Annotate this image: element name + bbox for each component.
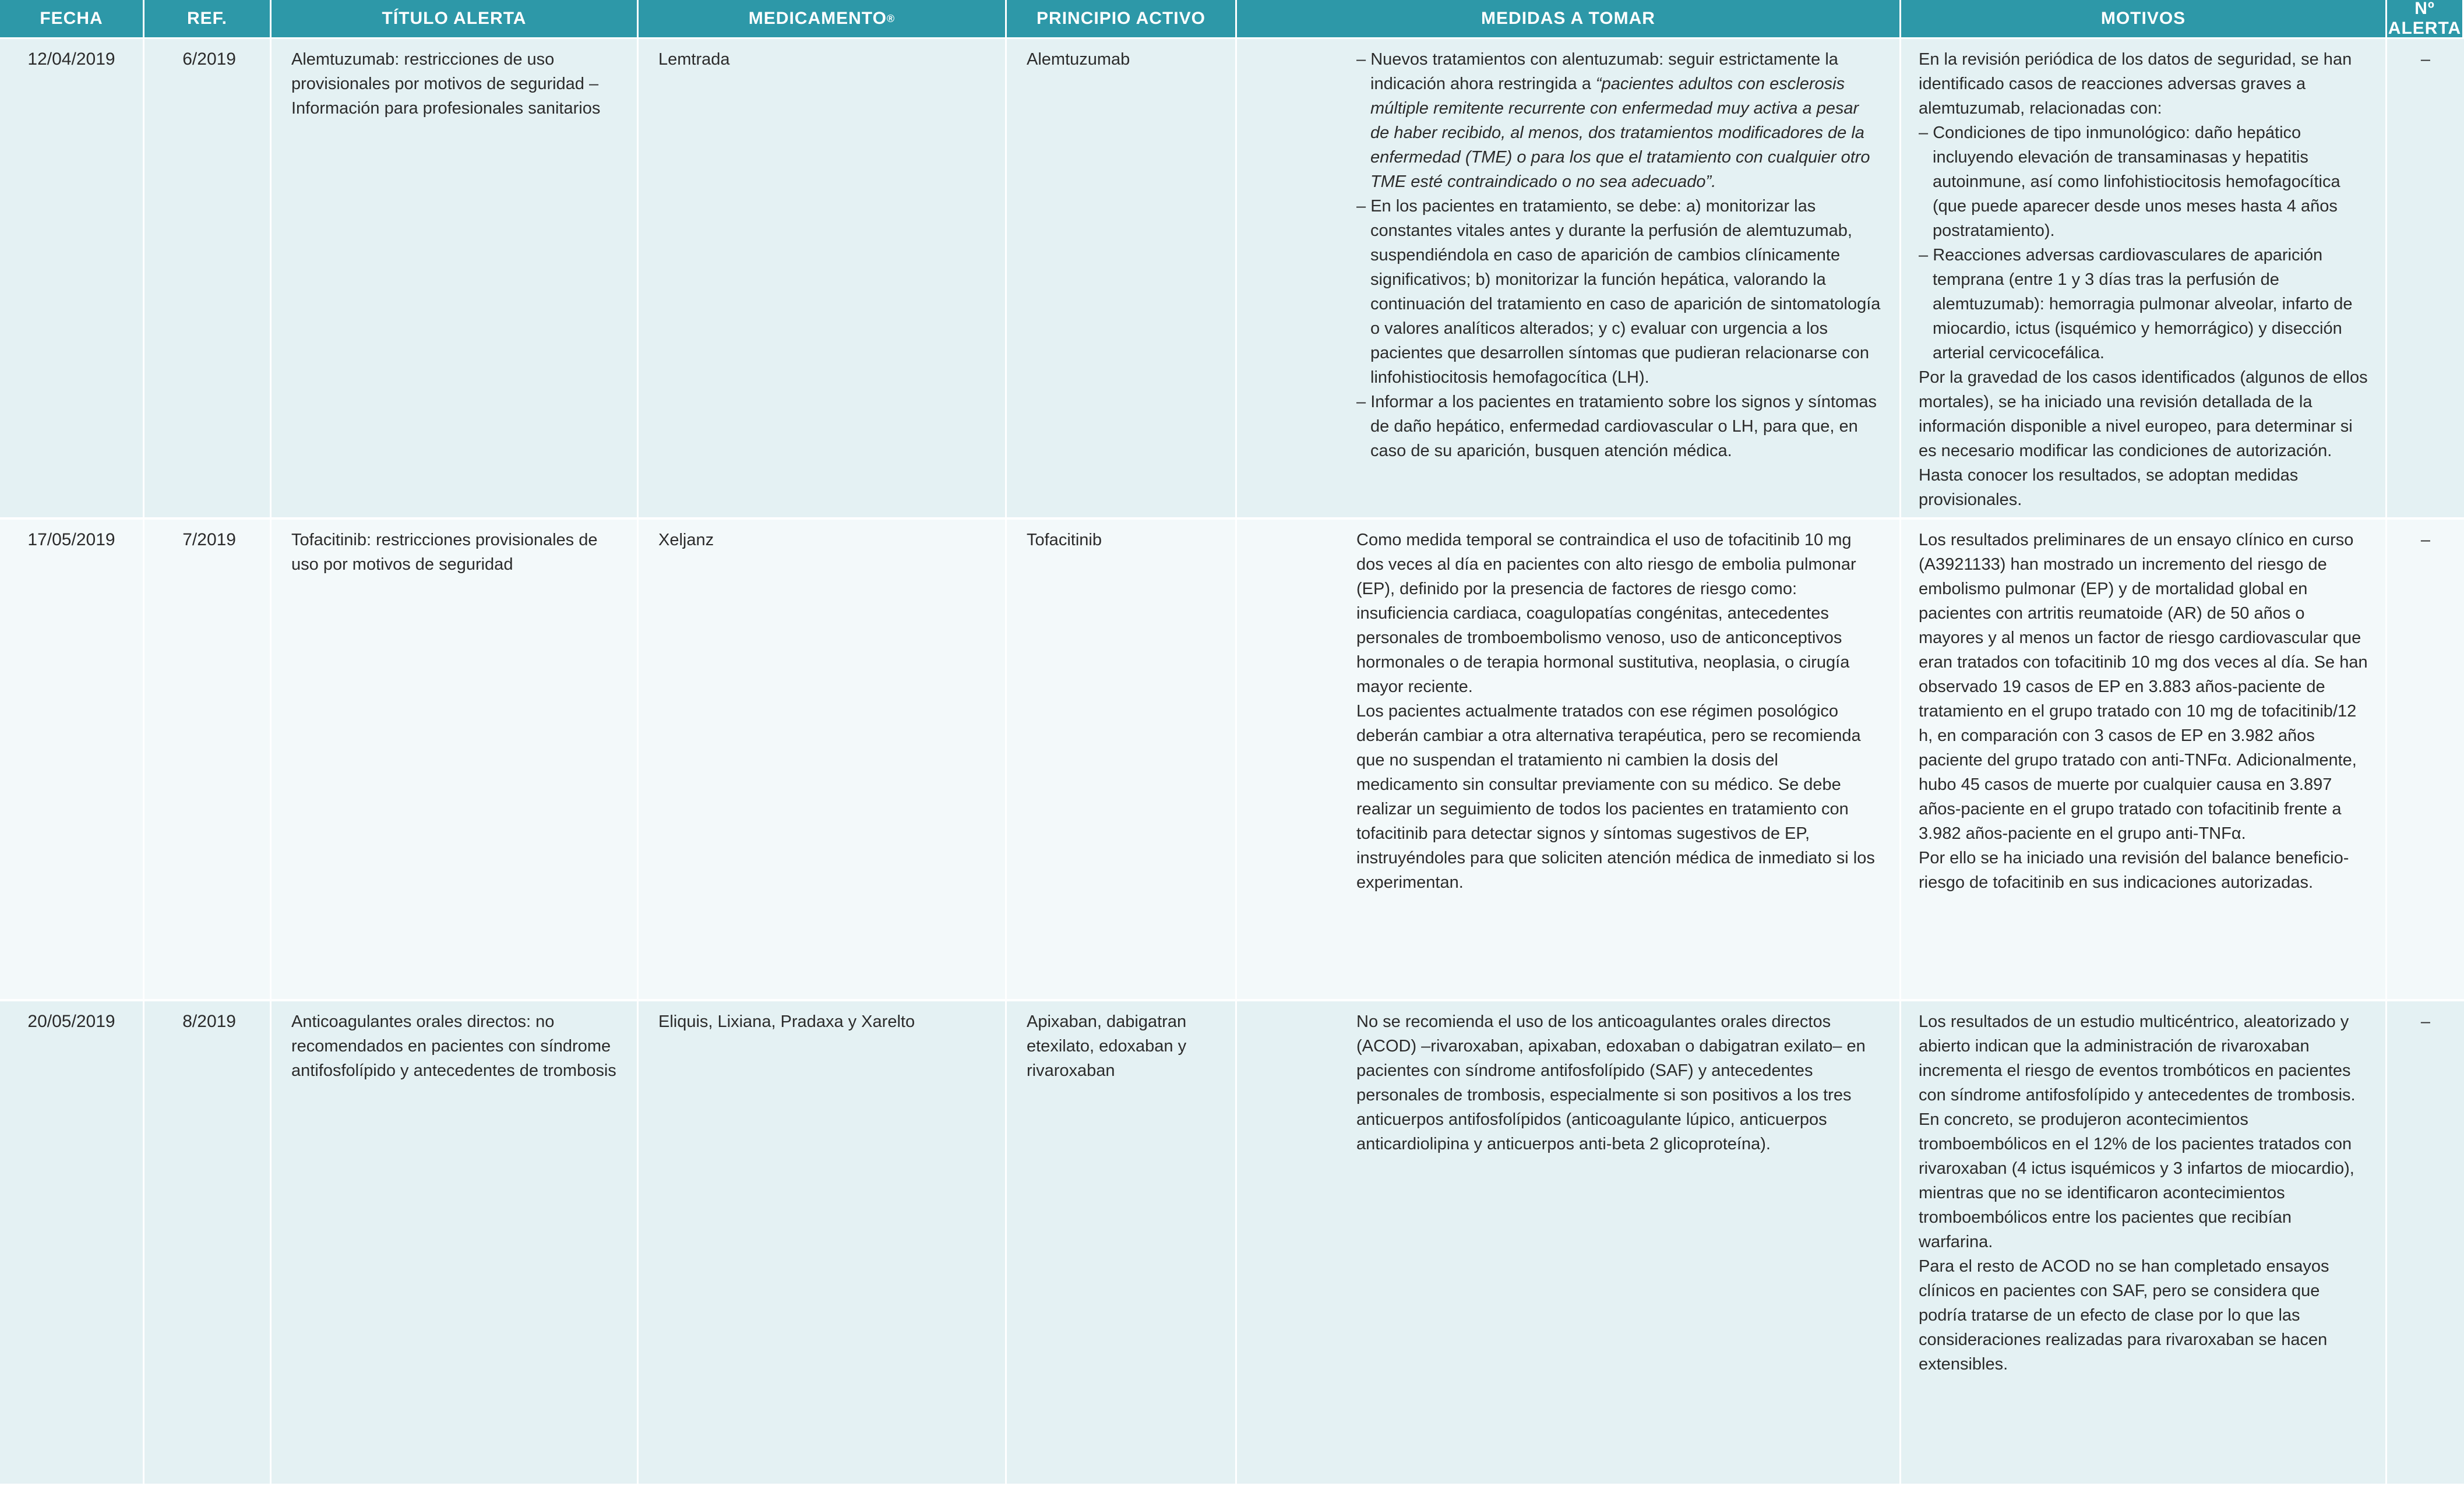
- header-nalerta-label: Nº ALERTA: [2388, 0, 2462, 38]
- header-medicamento: [639, 0, 1007, 39]
- header-motivos: [1901, 0, 2387, 39]
- motivos-item: – Condiciones de tipo inmunológico: daño hepático incluyendo elevación de transaminasas y hepatitis autoinmune, así como linfohistiocitosis hemofagocítica (que puede aparecer desde unos meses hasta 4 años postratamiento).: [1919, 121, 2370, 243]
- cell-principio: Alemtuzumab: [1007, 39, 1237, 520]
- cell-fecha: 12/04/2019: [0, 39, 144, 520]
- cell-medicamento: Lemtrada: [639, 39, 1007, 520]
- cell-titulo: Tofacitinib: restricciones provisionales de uso por motivos de seguridad: [272, 520, 639, 1001]
- header-titulo: [272, 0, 639, 39]
- header-principio-label: PRINCIPIO ACTIVO: [1037, 9, 1205, 28]
- header-fecha: [0, 0, 144, 39]
- header-titulo-label: TÍTULO ALERTA: [382, 9, 527, 28]
- medidas-paragraph: No se recomienda el uso de los anticoagulantes orales directos (ACOD) –rivaroxaban, apixaban, edoxaban o dabigatran exilato– en pacientes con síndrome antifosfolípido (SAF) y antecedentes personales de trombosis, especialmente si son positivos a los tres anticuerpos antifosfolípidos (anticoagulante lúpico, anticuerpos anticardiolipina y anticuerpos anti-beta 2 glicoproteína).: [1356, 1012, 1866, 1153]
- header-medidas-label: MEDIDAS A TOMAR: [1481, 9, 1655, 28]
- medidas-paragraph: Los pacientes actualmente tratados con ese régimen posológico deberán cambiar a otra alternativa terapéutica, pero se recomienda que no suspendan el tratamiento ni cambien la dosis del medicamento sin consultar previamente con su médico. Se debe realizar un seguimiento de todos los pacientes en tratamiento con tofacitinib para detectar signos y síntomas sugestivos de EP, instruyéndoles para que soliciten atención médica de inmediato si los experimentan.: [1356, 702, 1875, 892]
- medidas-item: – En los pacientes en tratamiento, se debe: a) monitorizar las constantes vitales antes y durante la perfusión de alemtuzumab, suspendiéndola en caso de aparición de cambios clínicamente significativos; b) monitorizar la función hepática, valorando la continuación del tratamiento en caso de aparición de sintomatología o valores analíticos alterados; y c) evaluar con urgencia a los pacientes que desarrollen síntomas que pudieran relacionarse con linfohistiocitosis hemofagocítica (LH).: [1356, 194, 1882, 390]
- motivos-paragraph: Para el resto de ACOD no se han completado ensayos clínicos en pacientes con SAF, pero se considera que podría tratarse de un efecto de clase por lo que las consideraciones realizadas para rivaroxaban se hacen extensibles.: [1919, 1257, 2329, 1374]
- cell-titulo: Anticoagulantes orales directos: no recomendados en pacientes con síndrome antifosfolípido y antecedentes de trombosis: [272, 1001, 639, 1486]
- cell-principio: Apixaban, dabigatran etexilato, edoxaban y rivaroxaban: [1007, 1001, 1237, 1486]
- cell-fecha: 20/05/2019: [0, 1001, 144, 1486]
- cell-ref: 6/2019: [144, 39, 272, 520]
- medidas-item: – Informar a los pacientes en tratamiento sobre los signos y síntomas de daño hepático, enfermedad cardiovascular o LH, para que, en caso de su aparición, busquen atención médica.: [1356, 390, 1882, 463]
- cell-titulo: Alemtuzumab: restricciones de uso provisionales por motivos de seguridad – Información para profesionales sanitarios: [272, 39, 639, 520]
- header-principio: [1007, 0, 1237, 39]
- motivos-paragraph: Los resultados de un estudio multicéntrico, aleatorizado y abierto indican que la administración de rivaroxaban incrementa el riesgo de eventos trombóticos en pacientes con síndrome antifosfolípido y antecedentes de trombosis. En concreto, se produjeron acontecimientos tromboembólicos en el 12% de los pacientes tratados con rivaroxaban (4 ictus isquémicos y 3 infartos de miocardio), mientras que no se identificaron acontecimientos tromboembólicos entre los pacientes que recibían warfarina.: [1919, 1012, 2356, 1251]
- cell-medicamento: Xeljanz: [639, 520, 1007, 1001]
- motivos-paragraph: Por la gravedad de los casos identificados (algunos de ellos mortales), se ha iniciado una revisión detallada de la información disponible a nivel europeo, para determinar si es necesario modificar las condiciones de autorización. Hasta conocer los resultados, se adoptan medidas provisionales.: [1919, 368, 2368, 509]
- medidas-item-text: Nuevos tratamientos con alentuzumab: seguir estrictamente la indicación ahora restringida a: [1370, 50, 1838, 93]
- cell-ref: 8/2019: [144, 1001, 272, 1486]
- header-fecha-label: FECHA: [40, 9, 103, 28]
- cell-fecha: 17/05/2019: [0, 520, 144, 1001]
- cell-ref: 7/2019: [144, 520, 272, 1001]
- header-nalerta: [2387, 0, 2464, 39]
- motivos-paragraph: Por ello se ha iniciado una revisión del balance beneficio-riesgo de tofacitinib en sus indicaciones autorizadas.: [1919, 849, 2349, 892]
- cell-nalerta: –: [2387, 520, 2464, 1001]
- medidas-list: [1356, 47, 1882, 463]
- header-ref: [144, 0, 272, 39]
- registered-mark: ®: [886, 12, 896, 24]
- cell-medidas: [1237, 520, 1901, 1001]
- motivos-paragraph: En la revisión periódica de los datos de seguridad, se han identificado casos de reacciones adversas graves a alemtuzumab, relacionadas con:: [1919, 50, 2352, 118]
- medidas-item: [1356, 47, 1882, 194]
- motivos-paragraph: Los resultados preliminares de un ensayo clínico en curso (A3921133) han mostrado un incremento del riesgo de embolismo pulmonar (EP) y de mortalidad global en pacientes con artritis reumatoide (AR) de 50 años o mayores y al menos un factor de riesgo cardiovascular que eran tratados con tofacitinib 10 mg dos veces al día. Se han observado 19 casos de EP en 3.883 años-paciente de tratamiento en el grupo tratado con 10 mg de tofacitinib/12 h, en comparación con 3 casos de EP en 3.982 años paciente del grupo tratado con anti-TNFα. Adicionalmente, hubo 45 casos de muerte por cualquier causa en 3.897 años-paciente en el grupo tratado con tofacitinib frente a 3.982 años-paciente en el grupo anti-TNFα.: [1919, 531, 2368, 843]
- cell-motivos: [1901, 39, 2387, 520]
- cell-medidas: [1237, 39, 1901, 520]
- cell-motivos: [1901, 520, 2387, 1001]
- cell-nalerta: –: [2387, 1001, 2464, 1486]
- motivos-item: – Reacciones adversas cardiovasculares de aparición temprana (entre 1 y 3 días tras la perfusión de alemtuzumab): hemorragia pulmonar alveolar, infarto de miocardio, ictus (isquémico y hemorrágico) y disección arterial cervicocefálica.: [1919, 243, 2370, 365]
- cell-medidas: [1237, 1001, 1901, 1486]
- motivos-list: [1919, 121, 2370, 365]
- cell-nalerta: –: [2387, 39, 2464, 520]
- header-motivos-label: MOTIVOS: [2100, 9, 2186, 28]
- medidas-item-quote: “pacientes adultos con esclerosis múltiple remitente recurrente con enfermedad muy activa a pesar de haber recibido, al menos, dos tratamientos modificadores de la enfermedad (TME) o para los que el tratamiento con cualquier otro TME esté contraindicado o no sea adecuado”.: [1370, 75, 1870, 191]
- header-medidas: [1237, 0, 1901, 39]
- cell-principio: Tofacitinib: [1007, 520, 1237, 1001]
- header-ref-label: REF.: [186, 9, 227, 28]
- medidas-paragraph: Como medida temporal se contraindica el uso de tofacitinib 10 mg dos veces al día en pacientes con alto riesgo de embolia pulmonar (EP), definido por la presencia de factores de riesgo como: insuficiencia cardiaca, coagulopatías congénitas, antecedentes personales de tromboembolismo venoso, uso de anticonceptivos hormonales o de terapia hormonal sustitutiva, neoplasia, o cirugía mayor reciente.: [1356, 531, 1856, 696]
- cell-motivos: [1901, 1001, 2387, 1486]
- header-medicamento-label: MEDICAMENTO: [748, 9, 887, 28]
- cell-medicamento: Eliquis, Lixiana, Pradaxa y Xarelto: [639, 1001, 1007, 1486]
